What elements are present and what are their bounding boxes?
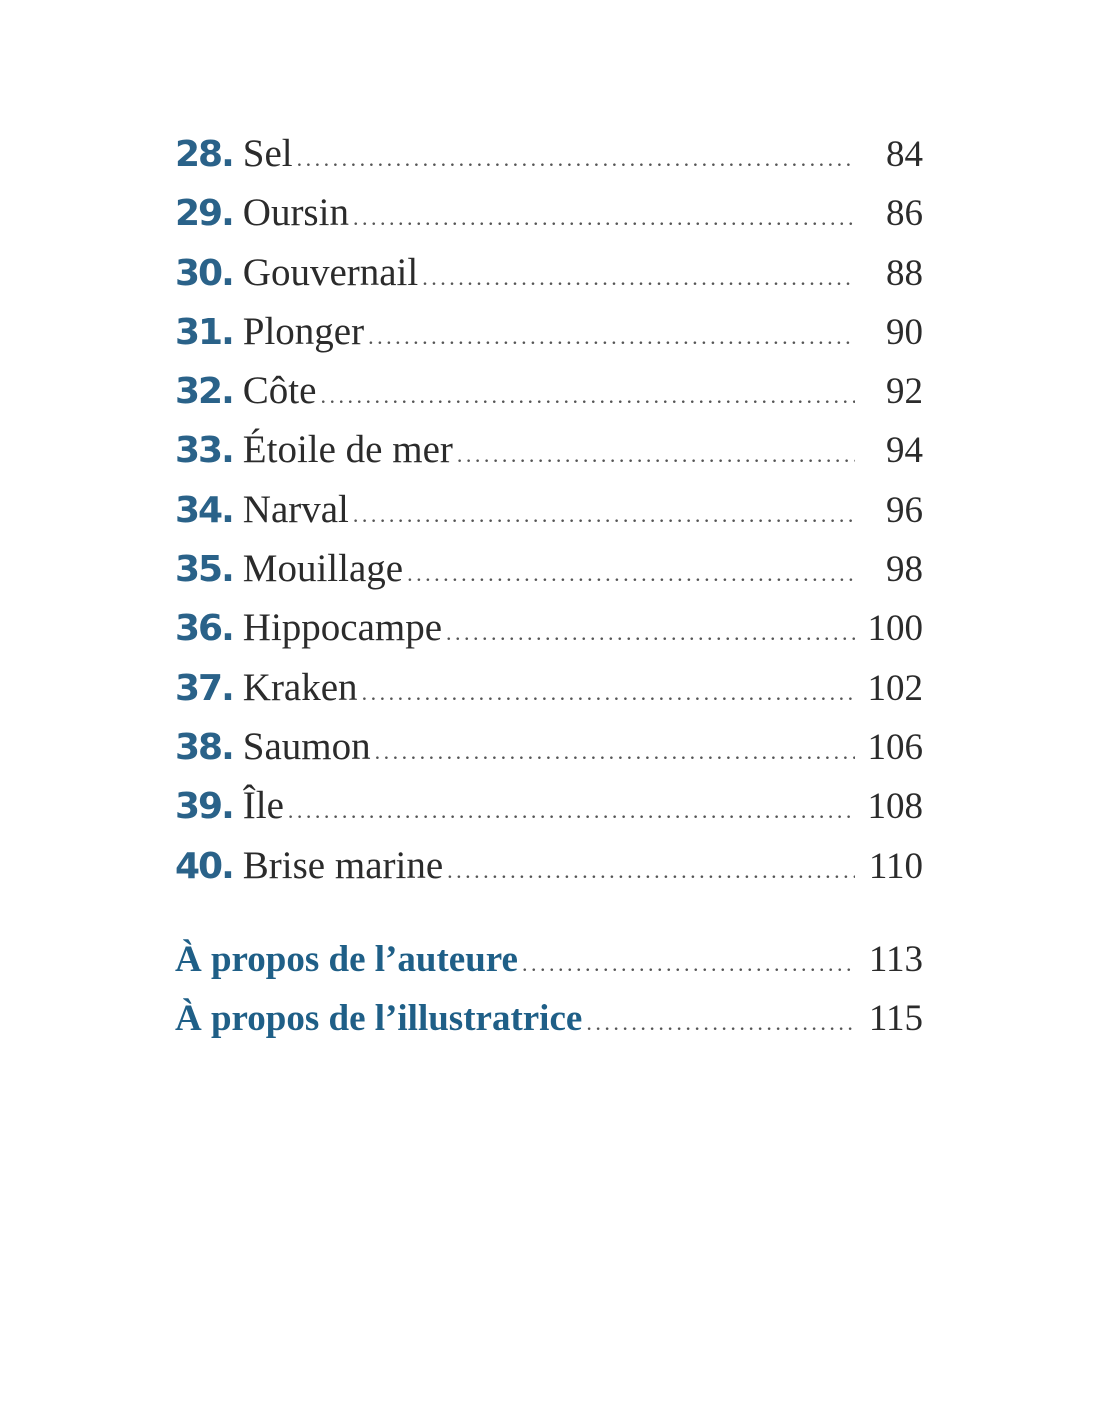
chapter-title: Hippocampe (242, 606, 443, 650)
chapter-title: Kraken (242, 665, 358, 709)
page-number: 115 (868, 998, 923, 1040)
page-number: 98 (886, 549, 923, 591)
toc-entry-kraken[interactable] (175, 658, 923, 717)
chapter-title: Côte (242, 369, 317, 413)
toc-entry-sel[interactable] (175, 124, 923, 183)
page-number: 88 (886, 252, 923, 294)
chapter-title: Saumon (242, 724, 371, 768)
toc-entry-plonger[interactable] (175, 302, 923, 361)
chapter-number: 35. (175, 549, 233, 591)
dot-leader (288, 781, 855, 840)
dot-leader (375, 722, 855, 781)
dot-leader (320, 366, 855, 425)
page-number: 96 (886, 489, 923, 531)
chapter-number: 40. (175, 845, 233, 887)
toc-entry-saumon[interactable] (175, 717, 923, 776)
chapter-title: Oursin (242, 191, 349, 235)
chapter-number: 32. (175, 371, 233, 413)
chapter-title: Gouvernail (242, 250, 419, 294)
chapter-number: 39. (175, 786, 233, 828)
dot-leader (447, 841, 855, 900)
toc-entry-about-author[interactable] (175, 930, 923, 989)
toc-entry-etoile-de-mer[interactable] (175, 420, 923, 479)
toc-entry-about-illustrator[interactable] (175, 989, 923, 1048)
page-number: 100 (867, 608, 923, 650)
chapter-number: 31. (175, 311, 233, 353)
toc-entry-ile[interactable] (175, 776, 923, 835)
chapter-title: Narval (242, 487, 349, 531)
about-title: À propos de l’illustratrice (175, 998, 583, 1040)
chapter-number: 36. (175, 608, 233, 650)
page-number: 86 (886, 193, 923, 235)
dot-leader (368, 307, 855, 366)
chapter-number: 34. (175, 489, 233, 531)
toc-entry-mouillage[interactable] (175, 539, 923, 598)
page-number: 84 (886, 134, 923, 175)
chapter-number: 30. (175, 252, 233, 294)
page-number: 106 (867, 726, 923, 768)
chapter-title: Brise marine (242, 843, 444, 887)
toc-entry-oursin[interactable] (175, 183, 923, 242)
dot-leader (353, 485, 855, 544)
dot-leader (297, 129, 855, 188)
dot-leader (457, 425, 855, 484)
chapter-number: 33. (175, 430, 233, 472)
chapter-title: Étoile de mer (242, 428, 453, 472)
chapter-title: Sel (242, 132, 293, 175)
dot-leader (446, 603, 855, 662)
dot-leader (353, 188, 855, 247)
page-number: 92 (886, 371, 923, 413)
toc-entry-hippocampe[interactable] (175, 598, 923, 657)
toc-entry-brise-marine[interactable] (175, 836, 923, 895)
table-of-contents (175, 124, 923, 1048)
dot-leader (586, 993, 855, 1052)
chapter-title: Plonger (242, 309, 365, 353)
chapter-number: 38. (175, 726, 233, 768)
chapter-title: Mouillage (242, 547, 404, 591)
dot-leader (362, 663, 855, 722)
page-number: 110 (868, 845, 923, 887)
chapter-number: 29. (175, 193, 233, 235)
page-number: 90 (886, 311, 923, 353)
page-number: 108 (867, 786, 923, 828)
dot-leader (407, 544, 855, 603)
section-spacer (175, 895, 923, 930)
chapter-number: 28. (175, 134, 233, 175)
about-title: À propos de l’auteure (175, 938, 518, 980)
chapter-number: 37. (175, 667, 233, 709)
chapter-title: Île (242, 784, 284, 828)
dot-leader (522, 934, 855, 993)
dot-leader (422, 248, 855, 307)
page-number: 113 (868, 938, 923, 980)
toc-entry-gouvernail[interactable] (175, 243, 923, 302)
toc-entry-narval[interactable] (175, 480, 923, 539)
toc-entry-cote[interactable] (175, 361, 923, 420)
page-number: 102 (867, 667, 923, 709)
page-number: 94 (886, 430, 923, 472)
